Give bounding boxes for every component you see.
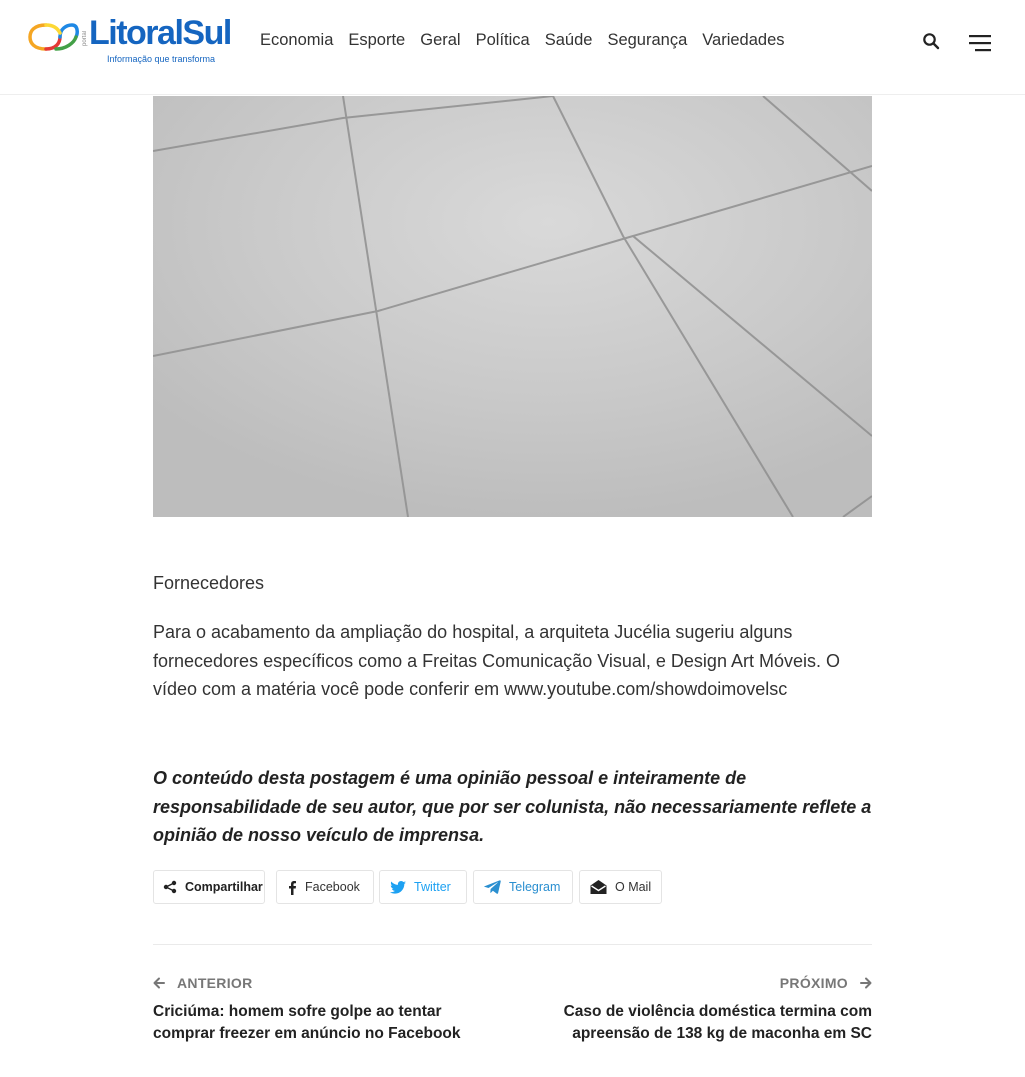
next-post-link[interactable]: Caso de violência doméstica termina com apreensão de 138 kg de maconha em SC (563, 1003, 872, 1042)
previous-post-label[interactable] (153, 975, 253, 991)
next-post-label[interactable] (780, 975, 872, 991)
logo-mark-icon (26, 21, 80, 53)
mail-open-icon (590, 879, 607, 895)
floor-tiles-image (153, 96, 872, 517)
twitter-label: Twitter (414, 880, 451, 894)
telegram-label: Telegram (509, 880, 561, 894)
arrow-right-icon (860, 977, 872, 989)
site-logo[interactable] (26, 16, 248, 68)
article-photo (153, 96, 872, 517)
logo-tagline: Informação que transforma (107, 54, 216, 64)
share-mail-button[interactable] (579, 870, 662, 904)
next-label-text: PRÓXIMO (779, 975, 848, 991)
share-icon (163, 880, 177, 894)
nav-item-economia[interactable]: Economia (260, 31, 334, 49)
nav-item-geral[interactable]: Geral (420, 31, 461, 49)
share-button[interactable] (153, 870, 265, 904)
facebook-label: Facebook (305, 880, 360, 894)
article-subheading: Fornecedores (153, 573, 265, 593)
nav-item-esporte[interactable]: Esporte (348, 31, 406, 49)
twitter-icon (390, 881, 406, 894)
facebook-icon (287, 880, 297, 895)
article-paragraph: Para o acabamento da ampliação do hospital, a arquiteta Jucélia sugeriu alguns fornecedores específicos como a Freitas Comunicação Visual, e Design Art Móveis. O vídeo com a matéria você pode conferir em www.youtube.com/showdoimovelsc (153, 622, 840, 699)
previous-label-text: ANTERIOR (177, 975, 253, 991)
hamburger-menu-icon[interactable] (967, 33, 993, 53)
telegram-icon (484, 880, 501, 894)
mail-label: O Mail (615, 880, 652, 894)
post-nav-divider (153, 944, 872, 945)
nav-item-seguranca[interactable]: Segurança (607, 31, 688, 49)
share-facebook-button[interactable] (276, 870, 374, 904)
logo-wordmark: LitoralSul (89, 14, 231, 52)
share-label: Compartilhar (185, 880, 263, 894)
search-icon[interactable] (922, 32, 940, 50)
logo-prefix: portal (82, 30, 88, 46)
opinion-disclaimer: O conteúdo desta postagem é uma opinião pessoal e inteiramente de responsabilidade de seu autor, que por ser colunista, não necessariamente reflete a opinião de nosso veículo de imprensa. (153, 768, 872, 845)
share-telegram-button[interactable] (473, 870, 573, 904)
nav-item-politica[interactable]: Política (475, 31, 530, 49)
share-twitter-button[interactable] (379, 870, 467, 904)
site-header (0, 0, 1025, 95)
arrow-left-icon (153, 977, 165, 989)
nav-item-saude[interactable]: Saúde (544, 31, 593, 49)
main-nav (260, 31, 800, 50)
nav-item-variedades[interactable]: Variedades (702, 31, 785, 49)
previous-post-link[interactable]: Criciúma: homem sofre golpe ao tentar comprar freezer em anúncio no Facebook (153, 1003, 461, 1042)
